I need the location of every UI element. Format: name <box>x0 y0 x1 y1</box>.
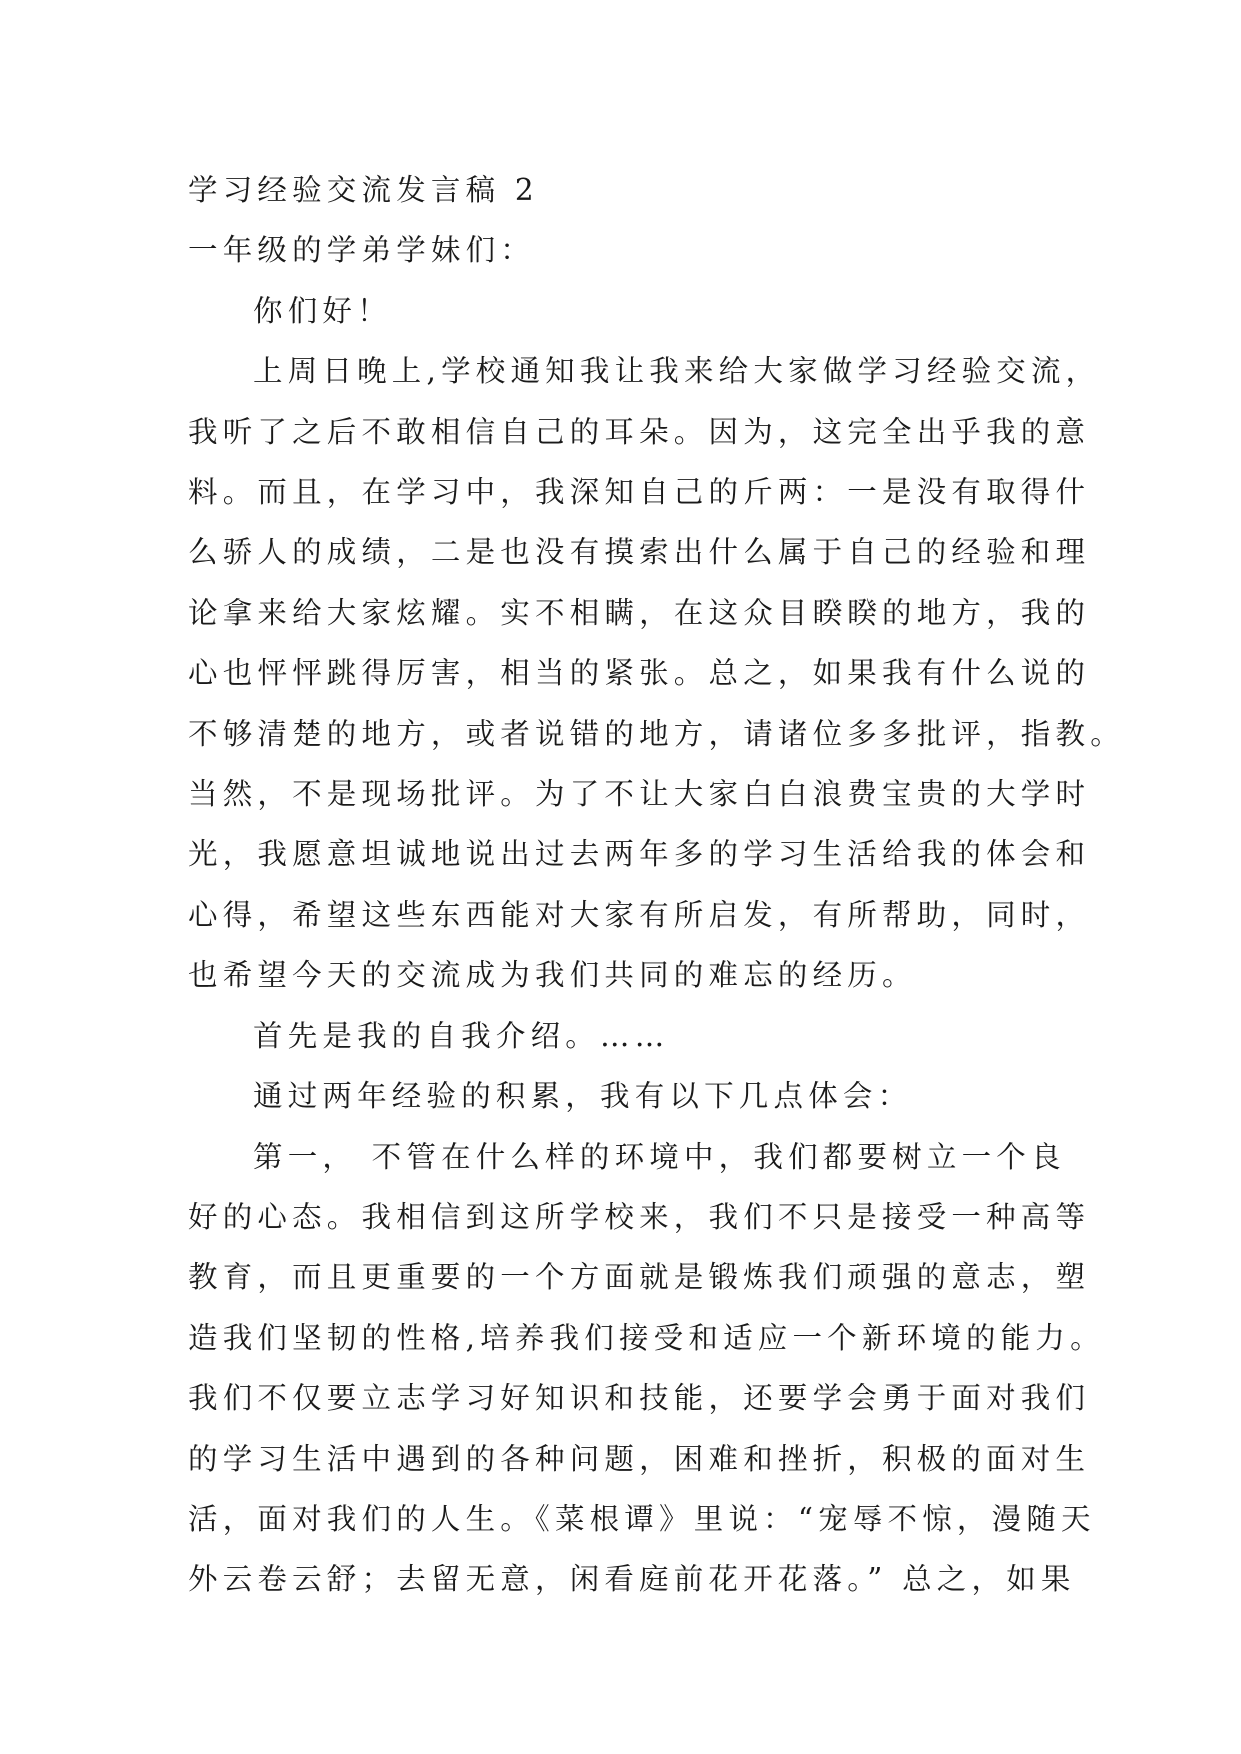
document-title: 学习经验交流发言稿 2 <box>188 173 539 207</box>
text-line: 也希望今天的交流成为我们共同的难忘的经历。 <box>188 958 917 993</box>
text-line: 我听了之后不敢相信自己的耳朵。因为，这完全出乎我的意 <box>188 414 1091 449</box>
body-lines <box>188 341 1125 1610</box>
text-line: 上周日晚上,学校通知我让我来给大家做学习经验交流， <box>253 354 1101 389</box>
text-line: 的学习生活中遇到的各种问题，困难和挫折，积极的面对生 <box>188 1441 1091 1476</box>
greeting: 你们好！ <box>253 293 392 328</box>
text-line: 教育，而且更重要的一个方面就是锻炼我们顽强的意志，塑 <box>188 1260 1091 1295</box>
text-line: 我们不仅要立志学习好知识和技能，还要学会勇于面对我们 <box>188 1381 1091 1416</box>
text-line: 心得，希望这些东西能对大家有所启发，有所帮助，同时， <box>188 897 1091 932</box>
text-line: 论拿来给大家炫耀。实不相瞒，在这众目睽睽的地方，我的 <box>188 595 1091 630</box>
text-line: 么骄人的成绩，二是也没有摸索出什么属于自己的经验和理 <box>188 535 1091 570</box>
text-line: 光，我愿意坦诚地说出过去两年多的学习生活给我的体会和 <box>188 837 1091 872</box>
text-line: 料。而且，在学习中，我深知自己的斤两：一是没有取得什 <box>188 475 1091 510</box>
text-line: 通过两年经验的积累，我有以下几点体会： <box>253 1079 913 1114</box>
text-line: 活，面对我们的人生。《菜根谭》里说：“宠辱不惊，漫随天 <box>188 1501 1096 1536</box>
text-line: 造我们坚韧的性格,培养我们接受和适应一个新环境的能力。 <box>188 1320 1105 1355</box>
text-line: 当然，不是现场批评。为了不让大家白白浪费宝贵的大学时 <box>188 777 1091 812</box>
salutation: 一年级的学弟学妹们： <box>188 233 536 268</box>
text-line: 首先是我的自我介绍。…… <box>253 1018 670 1053</box>
text-line: 外云卷云舒；去留无意，闲看庭前花开花落。” 总之，如果 <box>188 1562 1076 1597</box>
text-line: 心也怦怦跳得厉害，相当的紧张。总之，如果我有什么说的 <box>188 656 1091 691</box>
text-line: 好的心态。我相信到这所学校来，我们不只是接受一种高等 <box>188 1199 1091 1234</box>
text-line: 第一， 不管在什么样的环境中，我们都要树立一个良 <box>253 1139 1066 1174</box>
text-line: 不够清楚的地方，或者说错的地方，请诸位多多批评，指教。 <box>188 716 1125 751</box>
document-body <box>188 160 1125 1610</box>
